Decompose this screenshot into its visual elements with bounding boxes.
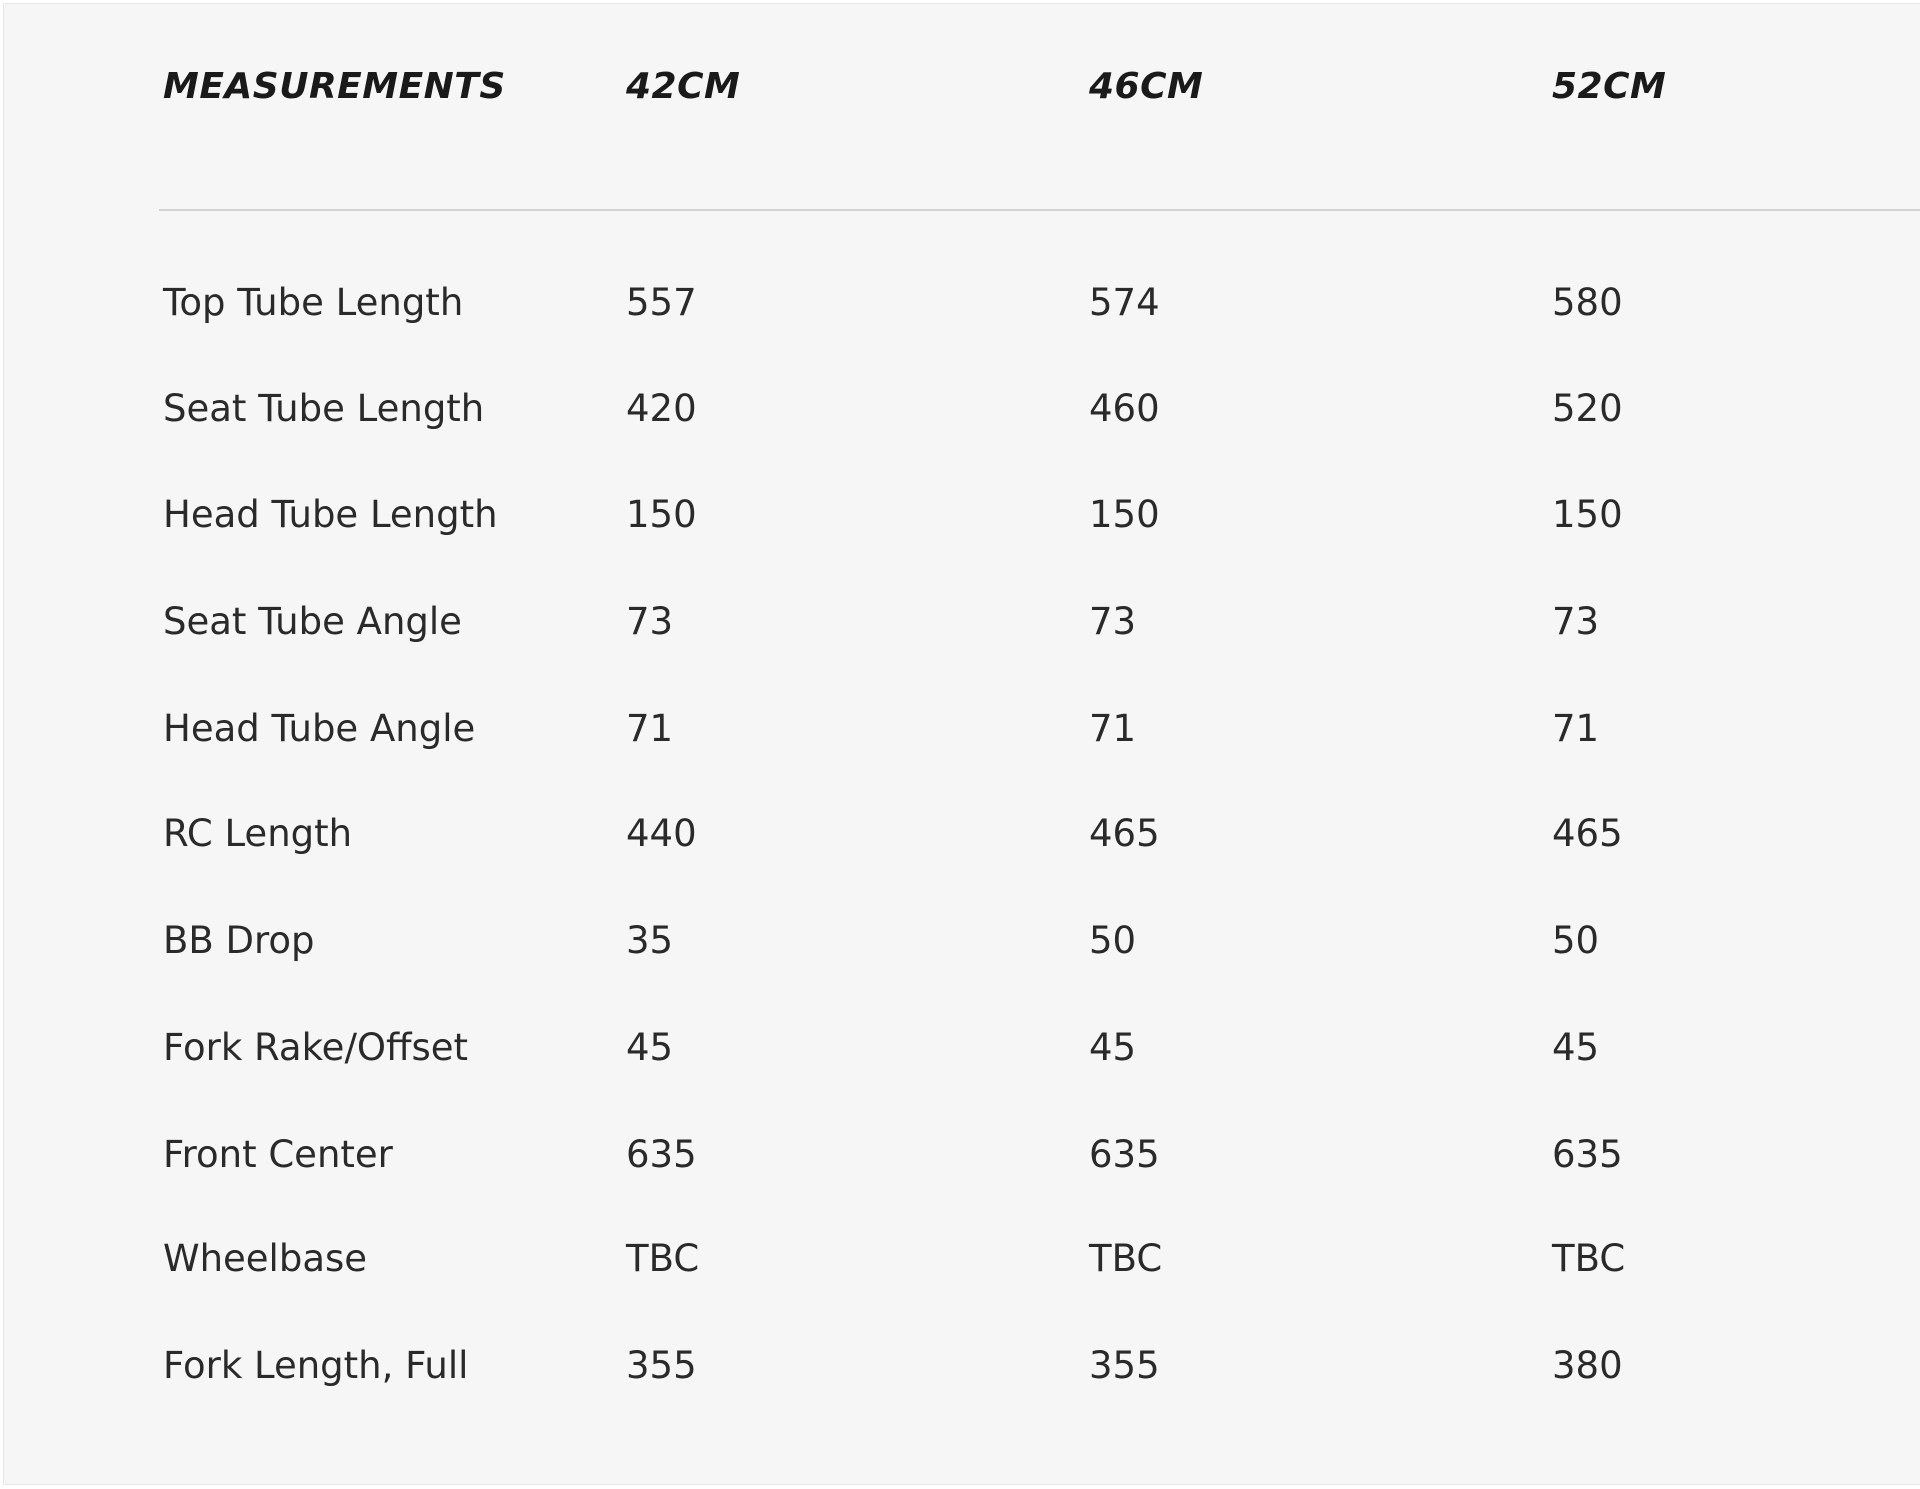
row-value-42: 635 [626, 1133, 697, 1176]
row-value-46: TBC [1089, 1237, 1163, 1280]
table-row [4, 911, 1920, 971]
table-row [4, 699, 1920, 759]
row-value-46: 635 [1089, 1133, 1160, 1176]
table-row [4, 1336, 1920, 1396]
table-header-row [4, 66, 1920, 122]
row-value-42: 35 [626, 919, 674, 962]
table-row [4, 1125, 1920, 1185]
row-label: Seat Tube Angle [163, 600, 462, 643]
row-label: Wheelbase [163, 1237, 368, 1280]
row-value-52: 580 [1552, 281, 1623, 324]
row-value-52: 520 [1552, 387, 1623, 430]
row-value-46: 73 [1089, 600, 1137, 643]
geometry-table [4, 4, 1920, 1484]
table-row [4, 592, 1920, 652]
row-label: BB Drop [163, 919, 315, 962]
table-row [4, 804, 1920, 864]
row-value-42: 73 [626, 600, 674, 643]
row-value-42: 557 [626, 281, 697, 324]
row-value-52: 50 [1552, 919, 1600, 962]
row-label: RC Length [163, 812, 353, 855]
row-value-46: 150 [1089, 493, 1160, 536]
row-value-52: 73 [1552, 600, 1600, 643]
row-value-46: 574 [1089, 281, 1160, 324]
row-label: Top Tube Length [163, 281, 464, 324]
row-value-52: 71 [1552, 707, 1600, 750]
table-row [4, 1018, 1920, 1078]
row-label: Head Tube Angle [163, 707, 476, 750]
row-value-46: 460 [1089, 387, 1160, 430]
table-row [4, 1229, 1920, 1289]
row-value-42: 71 [626, 707, 674, 750]
row-value-42: TBC [626, 1237, 700, 1280]
row-value-42: 45 [626, 1026, 674, 1069]
row-value-52: 380 [1552, 1344, 1623, 1387]
header-size-46: 46CM [1089, 66, 1204, 107]
header-size-42: 42CM [626, 66, 741, 107]
row-value-42: 355 [626, 1344, 697, 1387]
table-row [4, 485, 1920, 545]
row-value-52: 635 [1552, 1133, 1623, 1176]
header-measurements: MEASUREMENTS [163, 66, 506, 107]
row-value-46: 45 [1089, 1026, 1137, 1069]
header-divider [159, 209, 1920, 211]
row-label: Front Center [163, 1133, 393, 1176]
row-value-42: 440 [626, 812, 697, 855]
row-label: Seat Tube Length [163, 387, 485, 430]
row-label: Fork Length, Full [163, 1344, 469, 1387]
row-value-52: 45 [1552, 1026, 1600, 1069]
table-row [4, 379, 1920, 439]
table-row [4, 273, 1920, 333]
row-value-52: 150 [1552, 493, 1623, 536]
row-value-42: 420 [626, 387, 697, 430]
row-value-46: 50 [1089, 919, 1137, 962]
row-value-46: 465 [1089, 812, 1160, 855]
row-value-46: 355 [1089, 1344, 1160, 1387]
row-label: Head Tube Length [163, 493, 498, 536]
row-value-42: 150 [626, 493, 697, 536]
header-size-52: 52CM [1552, 66, 1667, 107]
row-value-52: TBC [1552, 1237, 1626, 1280]
row-value-52: 465 [1552, 812, 1623, 855]
row-label: Fork Rake/Offset [163, 1026, 469, 1069]
row-value-46: 71 [1089, 707, 1137, 750]
geometry-panel [3, 3, 1920, 1485]
